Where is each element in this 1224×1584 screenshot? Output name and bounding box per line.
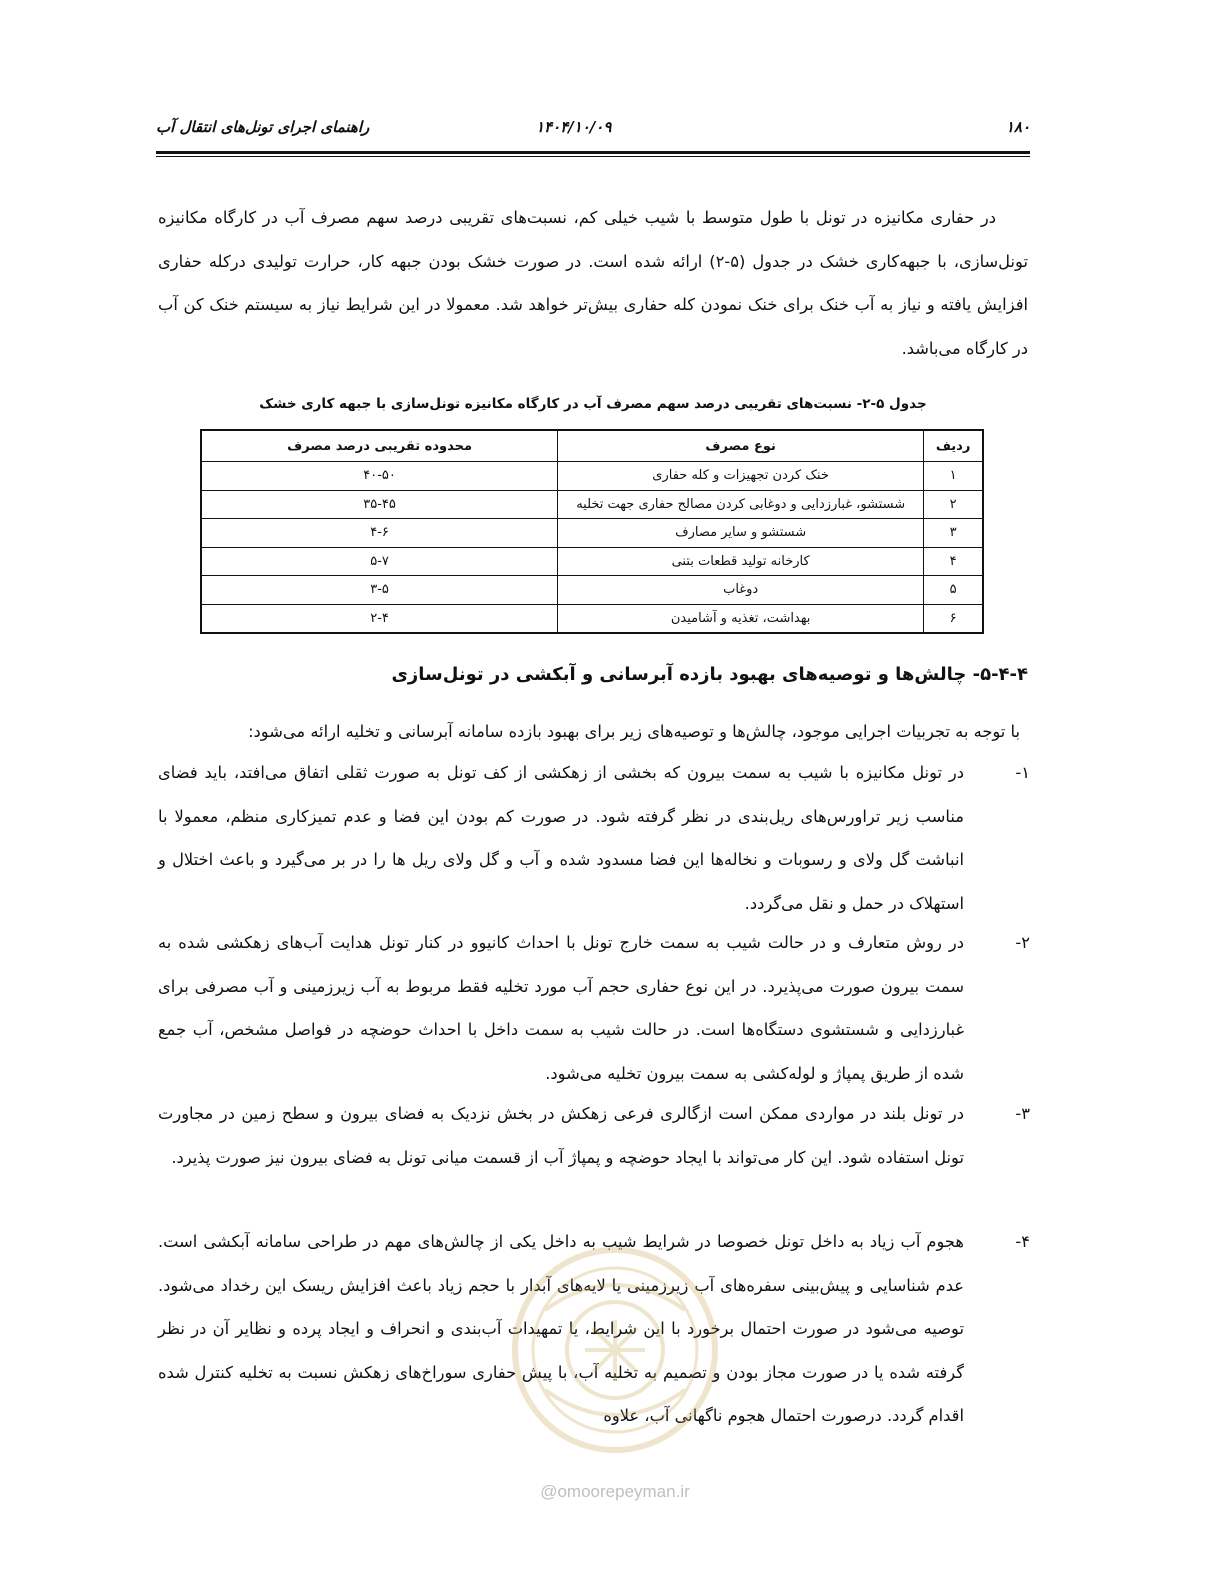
usage-range: ۳-۵ (201, 576, 558, 605)
row-no: ۶ (924, 604, 983, 633)
section-lead-paragraph: با توجه به تجربیات اجرایی موجود، چالش‌ها و توصیه‌های زیر برای بهبود بازده سامانه آبرسانی و تخلیه ارائه می‌شود: (248, 722, 1020, 741)
table-caption: جدول ۵-۲- نسبت‌های تقریبی درصد سهم مصرف آب در کارگاه مکانیزه تونل‌سازی با جبهه کاری خشک (259, 396, 927, 412)
water-usage-table (200, 429, 984, 634)
col-header-range: محدوده تقریبی درصد مصرف (201, 430, 558, 462)
watermark-text: @omoorepeyman.ir (540, 1482, 690, 1501)
page-header (156, 118, 1030, 148)
header-rule (156, 151, 1030, 154)
row-no: ۳ (924, 519, 983, 548)
header-date: ۱۴۰۴/۱۰/۰۹ (536, 118, 612, 136)
header-rule-thin (156, 156, 1030, 157)
usage-range: ۲-۴ (201, 604, 558, 633)
usage-type: خنک کردن تجهیزات و کله حفاری (558, 462, 924, 491)
col-header-row-no: ردیف (924, 430, 983, 462)
table-row (201, 462, 983, 491)
usage-range: ۵-۷ (201, 547, 558, 576)
row-no: ۲ (924, 490, 983, 519)
row-no: ۱ (924, 462, 983, 491)
list-item (158, 1092, 1030, 1179)
table-header-row (201, 430, 983, 462)
table-row (201, 576, 983, 605)
list-item-number: ۳- (1015, 1104, 1030, 1123)
usage-type: بهداشت، تغذیه و آشامیدن (558, 604, 924, 633)
table-row (201, 490, 983, 519)
list-item (158, 921, 1030, 1095)
list-item-text: در تونل بلند در مواردی ممکن است ازگالری فرعی زهکش در بخش نزدیک به فضای بیرون و سطح زمین در مجاورت تونل استفاده شود. این کار می‌تواند با ایجاد حوضچه و پمپاژ آب از قسمت میانی تونل به فضای بیرون نیز صورت پذیرد. (158, 1104, 964, 1167)
list-item-text: در تونل مکانیزه با شیب به سمت بیرون که بخشی از زهکشی از کف تونل به صورت ثقلی اتفاق می‌افتد، باید فضای مناسب زیر تراورس‌های ریل‌بندی در نظر گرفته شود. در صورت کم بودن این فضا و عدم تمیزکاری منظم، معمولا با انباشت گل ولای و رسوبات و نخاله‌ها این فضا مسدود شده و آب و گل ولای ریل ها را در بر می‌گیرد و باعث اختلال و استهلاک در حمل و نقل می‌گردد. (158, 763, 964, 913)
usage-type: شستشو و سایر مصارف (558, 519, 924, 548)
book-title: راهنمای اجرای تونل‌های انتقال آب (156, 118, 370, 136)
section-heading: ۵-۴-۴- چالش‌ها و توصیه‌های بهبود بازده آبرسانی و آبکشی در تونل‌سازی (391, 664, 1028, 685)
usage-type: دوغاب (558, 576, 924, 605)
list-item-text: هجوم آب زیاد به داخل تونل خصوصا در شرایط شیب به داخل یکی از چالش‌های مهم در طراحی سامانه آبکشی است. عدم شناسایی و پیش‌بینی سفره‌های آب زیرزمینی یا لایه‌های آبدار با حجم زیاد باعث افزایش ریسک این رخداد می‌شود. توصیه می‌شود در صورت احتمال برخورد با این شرایط، یا تمهیدات آب‌بندی و انحراف و ایجاد پرده و نظایر آن در نظر گرفته شده یا در صورت مجاز بودن و تصمیم به تخلیه آب، با پیش حفاری سوراخ‌های زهکش نسبت به تخلیه کنترل شده اقدام گردد. درصورت احتمال هجوم ناگهانی آب، علاوه (158, 1232, 964, 1425)
intro-paragraph: در حفاری مکانیزه در تونل با طول متوسط با شیب خیلی کم، نسبت‌های تقریبی درصد سهم مصرف آب در کارگاه مکانیزه تونل‌سازی، با جبهه‌کاری خشک در جدول (۵-۲) ارائه شده است. در صورت خشک بودن جبهه کار، حرارت تولیدی درکله حفاری افزایش یافته و نیاز به آب خنک برای خنک نمودن کله حفاری بیش‌تر خواهد شد. معمولا در این شرایط نیاز به سیستم خنک کن آب در کارگاه می‌باشد. (158, 208, 1028, 358)
table-row (201, 519, 983, 548)
col-header-usage-type: نوع مصرف (558, 430, 924, 462)
usage-range: ۴-۶ (201, 519, 558, 548)
table-row (201, 604, 983, 633)
row-no: ۵ (924, 576, 983, 605)
list-item-number: ۴- (1015, 1232, 1030, 1251)
usage-type: شستشو، غبارزدایی و دوغابی کردن مصالح حفاری جهت تخلیه (558, 490, 924, 519)
table-row (201, 547, 983, 576)
usage-range: ۳۵-۴۵ (201, 490, 558, 519)
watermark-seal-icon (505, 1240, 725, 1460)
list-item-text: در روش متعارف و در حالت شیب به سمت خارج تونل با احداث کانیوو در کنار تونل هدایت آب‌های زهکشی شده به سمت بیرون صورت می‌پذیرد. در این نوع حفاری حجم آب مورد تخلیه فقط مربوط به آب زیرزمینی و آب مصرفی برای غبارزدایی و شستشوی دستگاه‌ها است. در حالت شیب به سمت داخل با احداث حوضچه در فواصل مشخص، آب جمع شده از طریق پمپاژ و لوله‌کشی به سمت بیرون تخلیه می‌شود. (158, 933, 964, 1083)
row-no: ۴ (924, 547, 983, 576)
list-item-number: ۱- (1015, 763, 1030, 782)
list-item-number: ۲- (1015, 933, 1030, 952)
list-item (158, 751, 1030, 925)
page-number: ۱۸۰ (1005, 118, 1030, 136)
usage-type: کارخانه تولید قطعات بتنی (558, 547, 924, 576)
usage-range: ۴۰-۵۰ (201, 462, 558, 491)
